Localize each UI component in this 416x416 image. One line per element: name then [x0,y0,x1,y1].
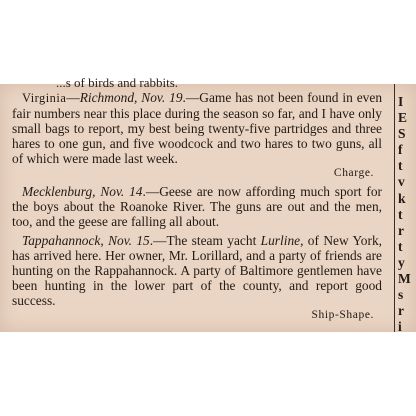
edge-letter: I [398,94,404,109]
dateline: Tappahannock, Nov. 15 [22,233,150,248]
tappahannock-text-b: , of New York, has arrived here. Her owner, Mr. Lorillard, and a party of friends are hunting on the Rappahannock. A party of Baltimore gentlemen have been hunting in the lower part of the county, and report good success. [12,233,383,308]
adjacent-column-edge [398,94,416,334]
edge-letter: s [398,287,404,303]
tappahannock-text-a: .—The steam yacht [149,233,261,248]
virginia-paragraph: Virginia—Richmond, Nov. 19.—Game has not been found in even fair numbers near this place during the season so far, and I have only small bags to report, my best being twenty-five partridges and three hares to one gun, and five woodcock and two hares to two guns, all of which were made last week. [12,90,383,166]
edge-letter: t [398,238,403,254]
virginia-text: .—Game has not been found in even fair numbers near this place during the season so far, and I have only small bags to report, my best being twenty-five partridges and three hares to one gun, and five woodcock and two hares to two guns, all of which were made last week. [12,90,383,166]
edge-letter: v [398,174,405,190]
edge-letter: y [398,254,405,270]
signature-charge: Charge. [333,167,374,179]
mecklenburg-text: .—Geese are now affording much sport for the boys about the Roanoke River. The guns are out and the men, too, and the geese are falling all about. [12,184,382,229]
newspaper-clipping [0,75,416,335]
yacht-name: Lurline [260,233,301,248]
article-column [12,90,382,322]
edge-letter: E [398,110,408,126]
edge-letter: r [398,303,404,319]
column-rule [394,84,395,332]
mecklenburg-paragraph [12,184,382,229]
edge-letter: k [398,190,406,206]
state-name: Virginia [22,91,67,105]
edge-letter: t [398,206,403,222]
edge-letter: r [398,222,404,238]
edge-letter: f [398,142,403,158]
signature-ship-shape: Ship-Shape. [311,309,374,321]
tappahannock-paragraph [12,233,382,308]
edge-letter: S [398,126,406,142]
dateline: Richmond, Nov. 19 [79,90,183,105]
edge-letter: t [398,158,403,174]
edge-letter: M [398,271,411,287]
cut-off-text-fragment: ...s of birds and rabbits. [56,75,179,89]
edge-letter: i [398,319,402,335]
dateline: Mecklenburg, Nov. 14 [22,184,143,199]
